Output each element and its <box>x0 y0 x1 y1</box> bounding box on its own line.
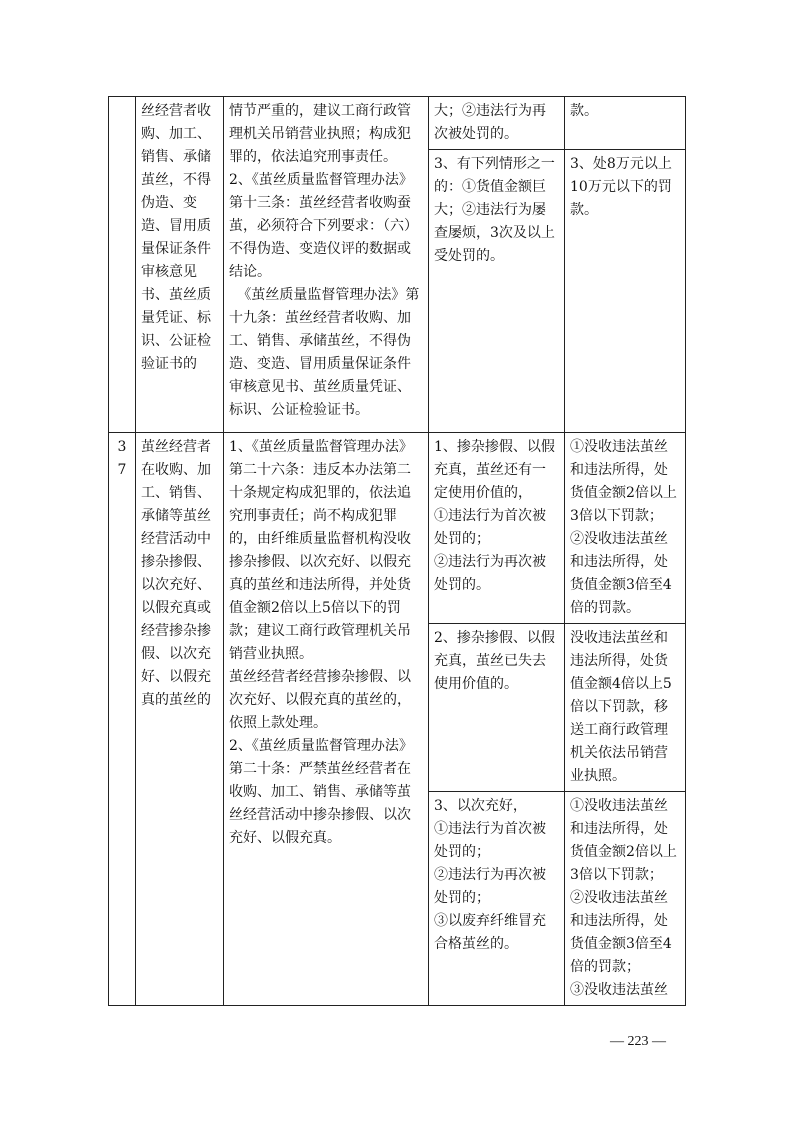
penalty-cell <box>565 150 686 433</box>
situation-cell <box>429 150 565 433</box>
penalty-line: 没收违法茧丝和违法所得，处货值金额4倍以上5倍以下罚款，移送工商行政管理机关依法吊销营业执照。 <box>570 630 672 784</box>
basis-paragraph: 情节严重的，建议工商行政管理机关吊销营业执照；构成犯罪的，依法追究刑事责任。 <box>229 103 411 165</box>
legal-basis <box>224 433 429 1006</box>
table-row <box>109 433 686 624</box>
penalty-line: ①没收违法茧丝和违法所得，处货值金额2倍以上3倍以下罚款； <box>570 798 677 883</box>
situation-line: 2、掺杂掺假、以假充真，茧丝已失去使用价值的。 <box>434 630 555 692</box>
situation-line: 大；②违法行为再次被处罚的。 <box>434 103 546 142</box>
situation-line: ①违法行为首次被处罚的； <box>434 508 546 547</box>
basis-paragraph: 2、《茧丝质量监督管理办法》第十三条：茧丝经营者收购蚕茧，必须符合下列要求：（六）不得伪造、变造仪评的数据或结论。 <box>229 172 418 280</box>
row-number: 37 <box>109 433 136 1006</box>
basis-paragraph: 1、《茧丝质量监督管理办法》第二十六条：违反本办法第二十条规定构成犯罪的，依法追究刑事责任；尚不构成犯罪的，由纤维质量监督机构没收掺杂掺假、以次充好、以假充真的茧丝和违法所得，并处货值金额2倍以上5倍以下的罚款；建议工商行政管理机关吊销营业执照。 <box>229 439 413 662</box>
situation-cell <box>429 97 565 150</box>
penalty-cell <box>565 624 686 792</box>
penalty-table <box>108 96 686 1006</box>
penalty-line: ②没收违法茧丝和违法所得，处货值金额3倍至4倍的罚款。 <box>570 531 672 616</box>
situation-line: 1、掺杂掺假、以假充真，茧丝还有一定使用价值的， <box>434 439 555 501</box>
basis-paragraph: 2、《茧丝质量监督管理办法》第二十条：严禁茧丝经营者在收购、加工、销售、承储等茧丝经营活动中掺杂掺假、以次充好、以假充真。 <box>229 738 413 846</box>
penalty-line: 3、处8万元以上10万元以下的罚款。 <box>570 156 672 218</box>
situation-line: ②违法行为再次被处罚的； <box>434 867 546 906</box>
penalty-cell <box>565 792 686 1006</box>
violation-subject: 丝经营者收购、加工、销售、承储茧丝，不得伪造、变造、冒用质量保证条件审核意见书、茧丝质量凭证、标识、公证检验证书的 <box>136 97 224 433</box>
situation-line: ②违法行为再次被处罚的。 <box>434 554 546 593</box>
situation-cell <box>429 792 565 1006</box>
situation-cell <box>429 433 565 624</box>
situation-cell <box>429 624 565 792</box>
situation-line: ③以废弃纤维冒充合格茧丝的。 <box>434 913 546 952</box>
situation-line: ①违法行为首次被处罚的； <box>434 821 546 860</box>
penalty-line: ②没收违法茧丝和违法所得，处货值金额3倍至4倍的罚款； <box>570 890 672 975</box>
basis-paragraph: 茧丝经营者经营掺杂掺假、以次充好、以假充真的茧丝的，依照上款处理。 <box>229 669 411 731</box>
basis-paragraph: 《茧丝质量监督管理办法》第十九条：茧丝经营者收购、加工、销售、承储茧丝，不得伪造、变造、冒用质量保证条件审核意见书、茧丝质量凭证、标识、公证检验证书。 <box>229 287 420 418</box>
penalty-line: 款。 <box>570 103 598 119</box>
legal-basis <box>224 97 429 433</box>
penalty-cell <box>565 433 686 624</box>
situation-line: 3、有下列情形之一的：①货值金额巨大；②违法行为屡查屡烦，3次及以上受处罚的。 <box>434 156 555 264</box>
penalty-line: ①没收违法茧丝和违法所得，处货值金额2倍以上3倍以下罚款； <box>570 439 677 524</box>
penalty-line: ③没收违法茧丝 <box>570 982 668 998</box>
row-number <box>109 97 136 433</box>
page-number: — 223 — <box>610 1034 666 1049</box>
table-row <box>109 97 686 150</box>
penalty-cell <box>565 97 686 150</box>
violation-subject: 茧丝经营者在收购、加工、销售、承储等茧丝经营活动中掺杂掺假、以次充好、以假充真或经营掺杂掺假、以次充好、以假充真的茧丝的 <box>136 433 224 1006</box>
situation-line: 3、以次充好， <box>434 798 527 814</box>
